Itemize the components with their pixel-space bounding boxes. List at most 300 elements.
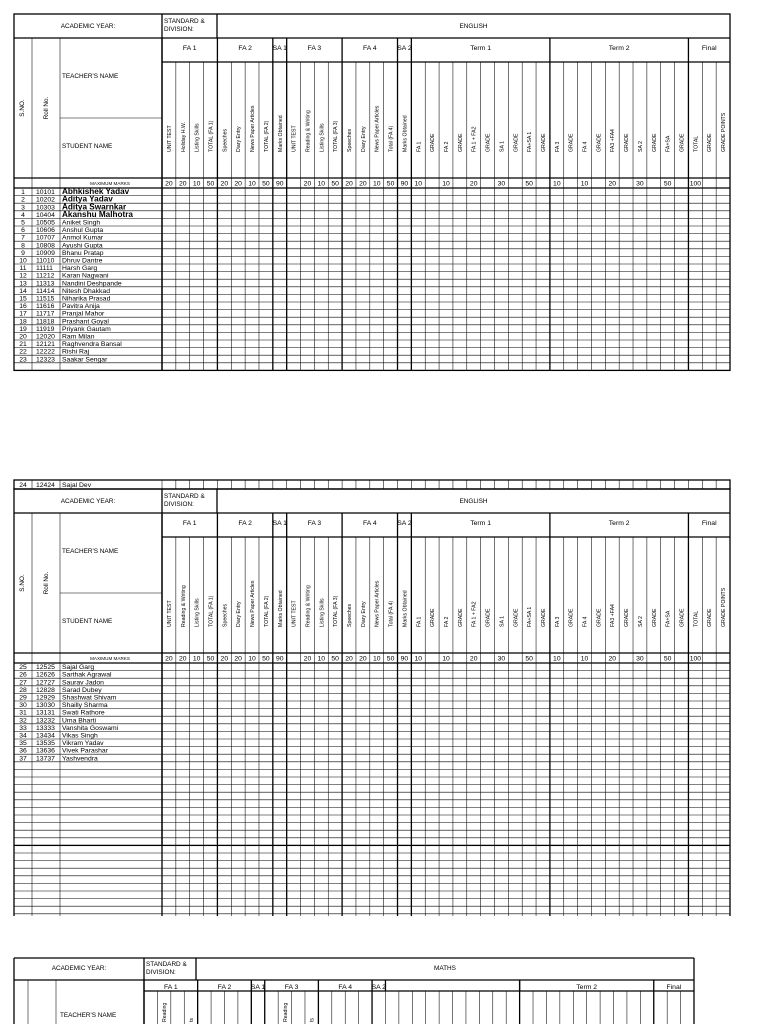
column-header: Listing Skills xyxy=(194,598,201,627)
column-header: News Paper Articles xyxy=(250,580,257,627)
column-header: Speeches xyxy=(347,128,354,152)
column-header: FA 1 + FA2 xyxy=(471,601,478,627)
row-sno: 28 xyxy=(19,686,27,694)
category-label: FA 2 xyxy=(217,984,232,991)
category-label: FA 1 xyxy=(182,45,197,52)
max-marks-cell: 10 xyxy=(192,180,201,188)
max-marks-cell: 10 xyxy=(580,655,589,663)
row-sno: 6 xyxy=(21,227,25,235)
category-label: SA 2 xyxy=(397,45,412,52)
category-label: Term 2 xyxy=(576,984,598,991)
category-label: FA 4 xyxy=(363,520,377,527)
row-sno: 17 xyxy=(19,310,27,318)
max-marks-cell: 20 xyxy=(178,180,187,188)
column-header: News Paper Articles xyxy=(250,105,257,152)
category-label: SA 1 xyxy=(272,520,287,527)
row-student-name: Bhanu Pratap xyxy=(62,249,104,257)
max-marks-cell: 20 xyxy=(303,655,312,663)
max-marks-cell: 90 xyxy=(400,655,409,663)
row-student-name: Saurav Jadon xyxy=(62,679,104,687)
category-label: FA 3 xyxy=(284,984,299,991)
column-header: Listing Skills xyxy=(319,123,326,152)
row-sno: 7 xyxy=(21,234,25,242)
row-roll: 12020 xyxy=(36,333,55,341)
column-header: TOTAL (FA 1) xyxy=(208,120,215,152)
max-marks-cell: 20 xyxy=(469,655,478,663)
column-header: FA 4 xyxy=(582,141,589,152)
row-sno: 3 xyxy=(21,204,25,212)
category-label: FA 2 xyxy=(238,520,252,527)
row-roll: 12626 xyxy=(36,671,55,679)
student-name-label: STUDENT NAME xyxy=(62,143,113,150)
row-sno: 33 xyxy=(19,724,27,732)
row-sno: 2 xyxy=(21,196,25,204)
row-student-name: Sarthak Agrawal xyxy=(62,671,112,679)
category-label: FA 1 xyxy=(164,984,178,991)
column-header: FA+SA xyxy=(665,135,672,152)
teachers-name-label: TEACHER'S NAME xyxy=(62,73,119,80)
column-header: GRADE xyxy=(485,608,492,627)
column-header: FA 2 xyxy=(444,616,450,627)
row-roll: 13636 xyxy=(36,747,55,755)
column-header: SA 2 xyxy=(637,616,644,627)
column-header: GRADE xyxy=(679,608,686,627)
academic-year-label: ACADEMIC YEAR: xyxy=(60,498,116,505)
row-sno: 36 xyxy=(19,747,27,755)
max-marks-cell: 90 xyxy=(275,655,284,663)
row-student-name: Aditya Swarnkar xyxy=(62,202,127,212)
row-student-name: Pavitra Anija xyxy=(62,303,100,311)
row-sno: 26 xyxy=(19,671,27,679)
row-roll: 11919 xyxy=(36,325,55,333)
row-student-name: Raghvendra Bansal xyxy=(62,341,122,349)
category-label: Final xyxy=(701,45,717,52)
row-sno: 10 xyxy=(19,257,27,265)
column-header: Diary Entry xyxy=(360,601,367,627)
column-header: TOTAL (FA 1) xyxy=(208,595,215,627)
column-header: FA+SA 1 xyxy=(527,606,534,627)
row-roll: 11414 xyxy=(36,287,55,295)
category-label: SA 2 xyxy=(371,984,386,991)
column-header: GRADE xyxy=(457,133,464,152)
category-label: FA 3 xyxy=(307,45,322,52)
column-header: GRADE xyxy=(596,608,603,627)
column-header: Reading & Writing xyxy=(305,585,312,627)
academic-year-label: ACADEMIC YEAR: xyxy=(51,965,107,972)
column-header: UNIT TEST xyxy=(291,125,298,152)
row-roll: 11717 xyxy=(36,310,55,318)
row-student-name: Sajal Garg xyxy=(62,664,95,672)
max-marks-cell: 50 xyxy=(331,180,339,188)
subject-title: ENGLISH xyxy=(459,498,488,505)
row-student-name: Sajal Dev xyxy=(62,482,92,489)
row-student-name: Nitesh Dhakkad xyxy=(62,287,110,295)
max-marks-cell: 10 xyxy=(414,655,423,663)
column-header: SA 1 xyxy=(499,616,506,627)
row-roll: 11212 xyxy=(36,272,55,280)
column-header: FA+SA 1 xyxy=(527,131,534,152)
row-student-name: Shailly Sharma xyxy=(62,702,108,710)
s-no-header: S.NO. xyxy=(19,574,26,592)
max-marks-cell: 20 xyxy=(220,180,229,188)
teachers-name-label: TEACHER'S NAME xyxy=(60,1012,117,1019)
max-marks-cell: 10 xyxy=(442,655,450,663)
max-marks-cell: 50 xyxy=(206,180,215,188)
column-header: GRADE xyxy=(513,133,520,152)
column-header: Total (FA 4) xyxy=(388,600,395,627)
row-student-name: Saakar Sengar xyxy=(62,356,108,364)
max-marks-cell: 10 xyxy=(553,655,561,663)
max-marks-cell: 10 xyxy=(248,180,256,188)
roll-no-header: Roll No. xyxy=(43,571,50,595)
max-marks-cell: 90 xyxy=(275,180,284,188)
row-sno: 37 xyxy=(19,755,27,763)
row-roll: 12828 xyxy=(36,686,55,694)
column-header: Diary Entry xyxy=(360,126,367,152)
roll-no-header: Roll No. xyxy=(43,96,50,120)
row-roll: 10202 xyxy=(36,196,55,204)
row-roll: 13737 xyxy=(36,755,55,763)
max-marks-cell: 50 xyxy=(386,655,395,663)
column-header: GRADE xyxy=(568,608,575,627)
standard-division-label: DIVISION: xyxy=(146,969,176,976)
row-student-name: Swati Rathore xyxy=(62,709,105,717)
column-header: GRADE xyxy=(430,608,437,627)
column-header: GRADE xyxy=(596,133,603,152)
row-sno: 30 xyxy=(19,702,27,710)
max-marks-cell: 30 xyxy=(636,655,644,663)
row-student-name: Uma Bharti xyxy=(62,717,96,725)
column-header: Total (FA 4) xyxy=(388,125,395,152)
max-marks-cell: 20 xyxy=(234,180,242,188)
row-roll: 12424 xyxy=(36,482,55,489)
row-student-name: Yashvendra xyxy=(62,755,98,763)
column-header: FA 1 xyxy=(416,616,423,627)
max-marks-cell: 10 xyxy=(372,655,381,663)
row-roll: 11818 xyxy=(36,318,55,326)
column-header: Speeches xyxy=(222,128,229,152)
row-student-name: Nandini Deshpande xyxy=(62,280,122,288)
column-header: FA 3 xyxy=(554,141,561,152)
column-header: GRADE xyxy=(485,133,492,152)
row-roll: 10808 xyxy=(36,242,55,250)
row-roll: 12323 xyxy=(36,356,55,364)
row-sno: 13 xyxy=(19,280,27,288)
row-student-name: Harsh Garg xyxy=(62,265,98,273)
teachers-name-label: TEACHER'S NAME xyxy=(62,548,119,555)
column-header: ts xyxy=(309,1017,316,1022)
row-student-name: Anshul Gupta xyxy=(62,227,104,235)
row-sno: 34 xyxy=(19,732,27,740)
max-marks-cell: 50 xyxy=(262,180,270,188)
row-student-name: Vikram Yadav xyxy=(62,740,104,748)
standard-division-label: STANDARD & xyxy=(164,493,205,500)
category-label: FA 4 xyxy=(338,984,353,991)
category-label: FA 2 xyxy=(238,45,252,52)
column-header: News Paper Articles xyxy=(374,580,381,627)
max-marks-cell: 10 xyxy=(442,180,450,188)
row-student-name: Shashwat Shivam xyxy=(62,694,117,702)
row-sno: 23 xyxy=(19,356,27,364)
category-label: Term 2 xyxy=(608,520,630,527)
row-sno: 18 xyxy=(19,318,27,326)
max-marks-cell: 10 xyxy=(580,180,589,188)
column-header: Marks Obtained xyxy=(402,115,409,152)
column-header: Speeches xyxy=(347,603,354,627)
category-label: FA 3 xyxy=(307,520,322,527)
standard-division-label: DIVISION: xyxy=(164,501,194,508)
category-label: FA 1 xyxy=(182,520,197,527)
maximum-marks-label: MAXIMUM MARKS xyxy=(90,181,130,186)
row-roll: 11616 xyxy=(36,303,55,311)
column-header: Listing Skills xyxy=(194,123,201,152)
category-label: SA 1 xyxy=(250,984,266,991)
column-header: UNIT TEST xyxy=(291,600,298,627)
column-header: ts xyxy=(188,1017,195,1022)
max-marks-cell: 10 xyxy=(192,655,201,663)
column-header: GRADE POINTS xyxy=(721,112,728,152)
row-student-name: Dhruv Dantre xyxy=(62,257,103,265)
row-roll: 10909 xyxy=(36,249,55,257)
row-roll: 13232 xyxy=(36,717,55,725)
max-marks-cell: 20 xyxy=(165,655,173,663)
max-marks-cell: 10 xyxy=(414,180,423,188)
column-header: FA3 +FA4 xyxy=(610,604,617,627)
column-header: GRADE xyxy=(540,133,547,152)
column-header: Marks Obtained xyxy=(277,115,284,152)
row-sno: 35 xyxy=(19,740,27,748)
row-roll: 10303 xyxy=(36,204,55,212)
row-sno: 9 xyxy=(21,249,25,257)
row-sno: 29 xyxy=(19,694,27,702)
row-sno: 32 xyxy=(19,717,27,725)
row-student-name: Vikas Singh xyxy=(62,732,98,740)
carry-row xyxy=(14,480,730,489)
student-name-label: STUDENT NAME xyxy=(62,618,113,625)
standard-division-label: STANDARD & xyxy=(164,18,205,25)
s-no-header: S.NO. xyxy=(19,99,26,117)
standard-division-label: STANDARD & xyxy=(146,961,187,968)
column-header: Speeches xyxy=(222,603,229,627)
column-header: Reading xyxy=(162,1002,169,1022)
column-header: GRADE xyxy=(513,608,520,627)
row-student-name: Karan Nagwani xyxy=(62,272,109,280)
column-header: GRADE xyxy=(540,608,547,627)
max-marks-cell: 30 xyxy=(636,180,644,188)
max-marks-cell: 20 xyxy=(608,655,617,663)
category-label: FA 4 xyxy=(363,45,377,52)
column-header: FA 1 + FA2 xyxy=(471,126,478,152)
row-student-name: Prashant Goyal xyxy=(62,318,109,326)
row-sno: 24 xyxy=(19,482,27,489)
max-marks-cell: 20 xyxy=(469,180,478,188)
max-marks-cell: 30 xyxy=(497,655,506,663)
max-marks-cell: 90 xyxy=(400,180,409,188)
max-marks-cell: 50 xyxy=(206,655,215,663)
row-sno: 20 xyxy=(19,333,27,341)
row-roll: 11010 xyxy=(36,257,55,265)
subject-title: ENGLISH xyxy=(459,23,488,30)
row-sno: 27 xyxy=(19,679,27,687)
row-roll: 12727 xyxy=(36,679,55,687)
column-header: TOTAL (FA 3) xyxy=(333,595,340,627)
row-roll: 13535 xyxy=(36,740,55,748)
column-header: Marks Obtained xyxy=(402,590,409,627)
row-sno: 14 xyxy=(19,287,27,295)
category-label: Final xyxy=(666,984,682,991)
column-header: Marks Obtained xyxy=(277,590,284,627)
row-roll: 10404 xyxy=(36,211,55,219)
column-header: TOTAL (FA 2) xyxy=(263,120,270,152)
row-sno: 4 xyxy=(21,211,25,219)
row-roll: 10505 xyxy=(36,219,55,227)
max-marks-cell: 50 xyxy=(525,655,533,663)
column-header: GRADE POINTS xyxy=(721,587,728,627)
row-sno: 16 xyxy=(19,303,27,311)
maximum-marks-label: MAXIMUM MARKS xyxy=(90,656,130,661)
column-header: UNIT TEST xyxy=(166,600,173,627)
row-student-name: Vanshita Goswami xyxy=(62,724,119,732)
standard-division-label: DIVISION: xyxy=(164,26,194,33)
category-label: Term 1 xyxy=(470,45,492,52)
max-marks-cell: 20 xyxy=(178,655,187,663)
column-header: Diary Entry xyxy=(236,126,243,152)
row-student-name: Sarad Dubey xyxy=(62,686,102,694)
column-header: GRADE xyxy=(651,133,658,152)
subject-title: MATHS xyxy=(434,965,456,972)
row-roll: 10101 xyxy=(36,189,55,197)
column-header: SA 1 xyxy=(499,141,506,152)
max-marks-cell: 10 xyxy=(248,655,256,663)
row-student-name: Pranjal Mahor xyxy=(62,310,105,318)
row-sno: 21 xyxy=(19,341,27,349)
row-sno: 25 xyxy=(19,664,27,672)
column-header: Listing Skills xyxy=(319,598,326,627)
row-roll: 12929 xyxy=(36,694,55,702)
row-student-name: Rishi Raj xyxy=(62,348,90,356)
category-label: Term 2 xyxy=(608,45,630,52)
row-sno: 5 xyxy=(21,219,25,227)
max-marks-cell: 50 xyxy=(331,655,339,663)
max-marks-cell: 20 xyxy=(359,180,367,188)
column-header: FA 2 xyxy=(444,141,450,152)
row-sno: 19 xyxy=(19,325,27,333)
max-marks-cell: 50 xyxy=(663,180,672,188)
max-marks-cell: 20 xyxy=(345,655,353,663)
row-sno: 12 xyxy=(19,272,27,280)
row-roll: 10606 xyxy=(36,227,55,235)
column-header: FA 3 xyxy=(554,616,561,627)
column-header: Reading & Writing xyxy=(305,110,312,152)
max-marks-cell: 10 xyxy=(372,180,381,188)
category-label: SA 2 xyxy=(397,520,412,527)
row-roll: 10707 xyxy=(36,234,55,242)
column-header: Reading & Writing xyxy=(180,585,187,627)
row-student-name: Aditya Yadav xyxy=(62,194,113,204)
row-roll: 11313 xyxy=(36,280,55,288)
row-student-name: Vivek Parashar xyxy=(62,747,108,755)
max-marks-cell: 10 xyxy=(553,180,561,188)
max-marks-cell: 20 xyxy=(165,180,173,188)
row-roll: 12121 xyxy=(36,341,55,349)
max-marks-cell: 20 xyxy=(220,655,229,663)
max-marks-cell: 30 xyxy=(497,180,506,188)
row-sno: 11 xyxy=(19,265,27,273)
row-student-name: Akanshu Malhotra xyxy=(62,209,133,219)
column-header: GRADE xyxy=(651,608,658,627)
max-marks-cell: 100 xyxy=(689,655,702,663)
max-marks-cell: 20 xyxy=(303,180,312,188)
max-marks-cell: 20 xyxy=(359,655,367,663)
column-header: GRADE xyxy=(568,133,575,152)
column-header: GRADE xyxy=(430,133,437,152)
row-student-name: Ayushi Gupta xyxy=(62,242,103,250)
column-header: GRADE xyxy=(624,608,631,627)
column-header: UNIT TEST xyxy=(166,125,173,152)
column-header: GRADE xyxy=(707,133,714,152)
max-marks-cell: 50 xyxy=(262,655,270,663)
row-roll: 13333 xyxy=(36,724,55,732)
row-student-name: Niharika Prasad xyxy=(62,295,111,303)
max-marks-cell: 100 xyxy=(689,180,702,188)
max-marks-cell: 10 xyxy=(317,655,326,663)
column-header: FA+SA xyxy=(665,610,672,627)
row-student-name: Abhkishek Yadav xyxy=(62,187,130,197)
column-header: TOTAL (FA 2) xyxy=(263,595,270,627)
column-header: Reading xyxy=(282,1002,289,1022)
max-marks-cell: 20 xyxy=(345,180,353,188)
column-header: Holiday H.W. xyxy=(180,122,187,152)
category-label: SA 1 xyxy=(272,45,287,52)
max-marks-cell: 20 xyxy=(234,655,242,663)
row-student-name: Priyank Gautam xyxy=(62,325,111,333)
column-header: FA3 +FA4 xyxy=(610,129,617,152)
row-sno: 22 xyxy=(19,348,27,356)
max-marks-cell: 50 xyxy=(663,655,672,663)
column-header: Diary Entry xyxy=(236,601,243,627)
max-marks-cell: 50 xyxy=(525,180,533,188)
row-roll: 11515 xyxy=(36,295,55,303)
column-header: GRADE xyxy=(457,608,464,627)
row-roll: 12525 xyxy=(36,664,55,672)
row-roll: 11111 xyxy=(36,265,53,273)
column-header: FA 1 xyxy=(416,141,423,152)
row-roll: 13131 xyxy=(36,709,55,717)
column-header: GRADE xyxy=(679,133,686,152)
column-header: TOTAL xyxy=(693,610,700,627)
max-marks-cell: 10 xyxy=(317,180,326,188)
row-sno: 15 xyxy=(19,295,27,303)
row-sno: 8 xyxy=(21,242,25,250)
column-header: GRADE xyxy=(707,608,714,627)
category-label: Final xyxy=(701,520,717,527)
max-marks-cell: 50 xyxy=(386,180,395,188)
max-marks-cell: 20 xyxy=(608,180,617,188)
row-sno: 31 xyxy=(19,709,27,717)
row-student-name: Anmol Kumar xyxy=(62,234,104,242)
row-sno: 1 xyxy=(21,189,25,197)
column-header: GRADE xyxy=(624,133,631,152)
academic-year-label: ACADEMIC YEAR: xyxy=(60,23,116,30)
row-roll: 12222 xyxy=(36,348,55,356)
row-roll: 13434 xyxy=(36,732,55,740)
row-student-name: Aniket Singh xyxy=(62,219,101,227)
column-header: News Paper Articles xyxy=(374,105,381,152)
column-header: FA 4 xyxy=(582,616,589,627)
row-student-name: Ram Milan xyxy=(62,333,95,341)
column-header: TOTAL (FA 3) xyxy=(333,120,340,152)
category-label: Term 1 xyxy=(470,520,492,527)
